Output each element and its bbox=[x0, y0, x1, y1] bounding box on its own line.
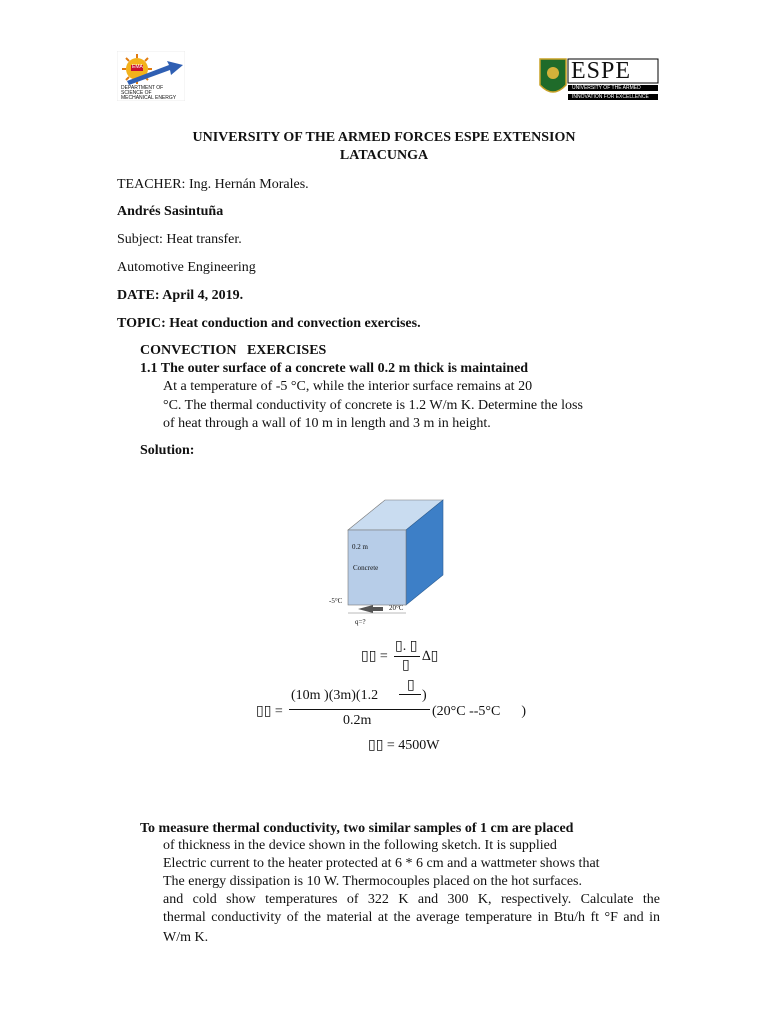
formula2-denominator: 0.2m bbox=[343, 713, 372, 728]
formula2-lhs: ▯▯ = bbox=[256, 704, 283, 719]
exercise2-line-1: of thickness in the device shown in the following sketch. It is supplied bbox=[163, 838, 557, 853]
formula-result: ▯▯ = 4500W bbox=[368, 738, 440, 753]
badge-text: EMA bbox=[132, 64, 143, 70]
department-logo bbox=[117, 51, 185, 101]
exercise2-line-4: and cold show temperatures of 322 K and 300 K, respectively. Calculate the bbox=[163, 892, 660, 907]
topic-line: TOPIC: Heat conduction and convection exercises. bbox=[117, 316, 421, 331]
formula2-numerator-close: ) bbox=[422, 688, 427, 703]
espe-subtitle-1: UNIVERSITY OF THE ARMED bbox=[572, 85, 641, 91]
teacher-line: TEACHER: Ing. Hernán Morales. bbox=[117, 177, 309, 192]
espe-logo bbox=[536, 55, 660, 103]
wall-figure bbox=[325, 495, 455, 630]
outer-temperature-label: -5°C bbox=[329, 597, 343, 605]
exercise2-line-6: W/m K. bbox=[163, 930, 209, 945]
formula2-unit-bar bbox=[399, 694, 421, 695]
title-line-2: LATACUNGA bbox=[339, 148, 429, 163]
section-heading: CONVECTION EXERCISES bbox=[140, 343, 327, 358]
exercise2-heading: To measure thermal conductivity, two similar samples of 1 cm are placed bbox=[140, 821, 574, 836]
exercise1-line-3: of heat through a wall of 10 m in length and 3 m in height. bbox=[163, 416, 491, 431]
formula2-unit: ▯ bbox=[407, 678, 415, 693]
formula1-denominator: ▯ bbox=[402, 658, 410, 673]
exercise2-line-2: Electric current to the heater protected at 6 * 6 cm and a wattmeter shows that bbox=[163, 856, 600, 871]
espe-subtitle-2: INNOVATION FOR EXCELLENCE bbox=[572, 94, 649, 100]
student-name: Andrés Sasintuña bbox=[117, 204, 224, 219]
title-line-1: UNIVERSITY OF THE ARMED FORCES ESPE EXTENSION bbox=[192, 130, 576, 145]
thickness-label: 0.2 m bbox=[352, 543, 368, 551]
formula1-numerator: ▯. ▯ bbox=[395, 639, 418, 654]
formula2-fraction-bar bbox=[289, 709, 430, 710]
formula1-lhs: ▯▯ = bbox=[361, 649, 388, 664]
exercise1-line-2: °C. The thermal conductivity of concrete is 1.2 W/m K. Determine the loss bbox=[163, 398, 583, 413]
material-label: Concrete bbox=[353, 564, 379, 572]
exercise1-heading: 1.1 The outer surface of a concrete wall 0.2 m thick is maintained bbox=[140, 361, 529, 376]
formula1-delta: ∆▯ bbox=[422, 649, 439, 664]
solution-label: Solution: bbox=[140, 443, 195, 458]
date-line: DATE: April 4, 2019. bbox=[117, 288, 244, 303]
department-caption: DEPARTMENT OF SCIENCE OF MECHANICAL ENERGY bbox=[121, 85, 177, 101]
formula2-numerator: (10m )(3m)(1.2 bbox=[291, 688, 379, 703]
subject-line: Subject: Heat transfer. bbox=[117, 232, 242, 247]
espe-wordmark: ESPE bbox=[571, 58, 632, 84]
inner-temperature-label: 20°C bbox=[389, 604, 404, 612]
exercise1-line-1: At a temperature of -5 °C, while the interior surface remains at 20 bbox=[163, 379, 533, 394]
heat-flow-label: q=? bbox=[355, 618, 366, 626]
formula2-temperatures: (20°C --5°C ) bbox=[432, 704, 527, 719]
exercise2-line-5: thermal conductivity of the material at the average temperature in Btu/h ft °F and in bbox=[163, 910, 660, 925]
exercise2-line-3: The energy dissipation is 10 W. Thermocouples placed on the hot surfaces. bbox=[163, 874, 583, 889]
career-line: Automotive Engineering bbox=[117, 260, 256, 275]
